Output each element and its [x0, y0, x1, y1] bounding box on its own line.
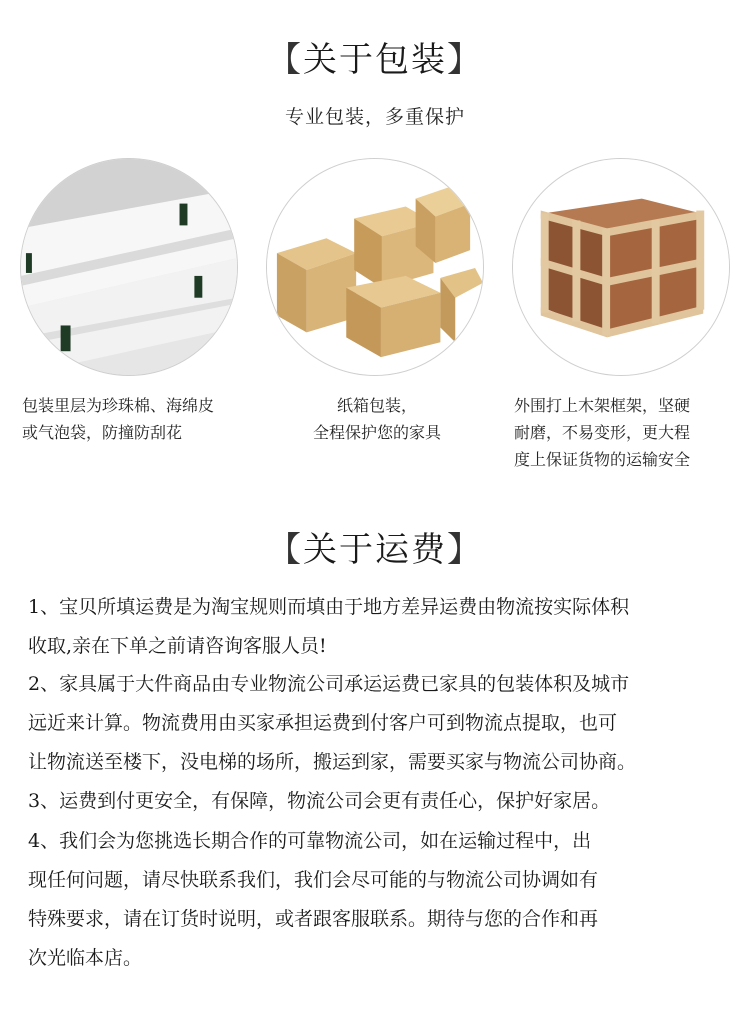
paragraph-line: 3、运费到付更安全，有保障，物流公司会更有责任心，保护好家居。: [28, 790, 611, 812]
foam-wrapping-image: [20, 158, 238, 376]
caption-line: 包装里层为珍珠棉、海绵皮: [22, 396, 215, 415]
shipping-paragraph-1: [28, 588, 728, 666]
packaging-section-title: [0, 32, 750, 81]
caption-line: 纸箱包装，: [336, 396, 417, 415]
paragraph-line: 远近来计算。物流费用由买家承担运费到付客户可到物流点提取，也可: [28, 712, 618, 734]
caption-line: 度上保证货物的运输安全: [514, 450, 691, 469]
caption-line: 外围打上木架框架，坚硬: [514, 396, 691, 415]
paragraph-line: 现任何问题，请尽快联系我们，我们会尽可能的与物流公司协调如有: [28, 869, 599, 891]
cardboard-boxes-image: [266, 158, 484, 376]
paragraph-line: 次光临本店。: [28, 947, 143, 969]
title-open-bracket: 【: [267, 530, 303, 570]
foam-wrapping-caption: [22, 392, 247, 446]
paragraph-line: 收取,亲在下单之前请咨询客服人员!: [28, 635, 327, 657]
paragraph-line: 2、家具属于大件商品由专业物流公司承运运费已家具的包装体积及城市: [28, 673, 630, 695]
caption-line: 耐磨，不易变形，更大程: [514, 423, 691, 442]
packaging-title-text: 关于包装: [303, 40, 447, 80]
wooden-crate-caption: [514, 392, 724, 473]
paragraph-line: 特殊要求，请在订货时说明，或者跟客服联系。期待与您的合作和再: [28, 908, 599, 930]
shipping-section-title: [0, 522, 750, 571]
wooden-crate-image: [512, 158, 730, 376]
title-open-bracket: 【: [267, 40, 303, 80]
shipping-paragraph-3: [28, 782, 728, 821]
paragraph-line: 让物流送至楼下，没电梯的场所，搬运到家，需要买家与物流公司协商。: [28, 751, 637, 773]
shipping-paragraph-2: [28, 665, 728, 782]
cardboard-caption: [262, 392, 492, 446]
paragraph-line: 1、宝贝所填运费是为淘宝规则而填由于地方差异运费由物流按实际体积: [28, 596, 630, 618]
shipping-title-text: 关于运费: [303, 530, 447, 570]
title-close-bracket: 】: [447, 530, 483, 570]
shipping-paragraph-4: [28, 822, 728, 978]
paragraph-line: 4、我们会为您挑选长期合作的可靠物流公司，如在运输过程中，出: [28, 830, 592, 852]
caption-line: 或气泡袋，防撞防刮花: [22, 423, 183, 442]
packaging-subtitle: 专业包装，多重保护: [284, 106, 465, 128]
caption-line: 全程保护您的家具: [312, 423, 441, 442]
title-close-bracket: 】: [447, 40, 483, 80]
